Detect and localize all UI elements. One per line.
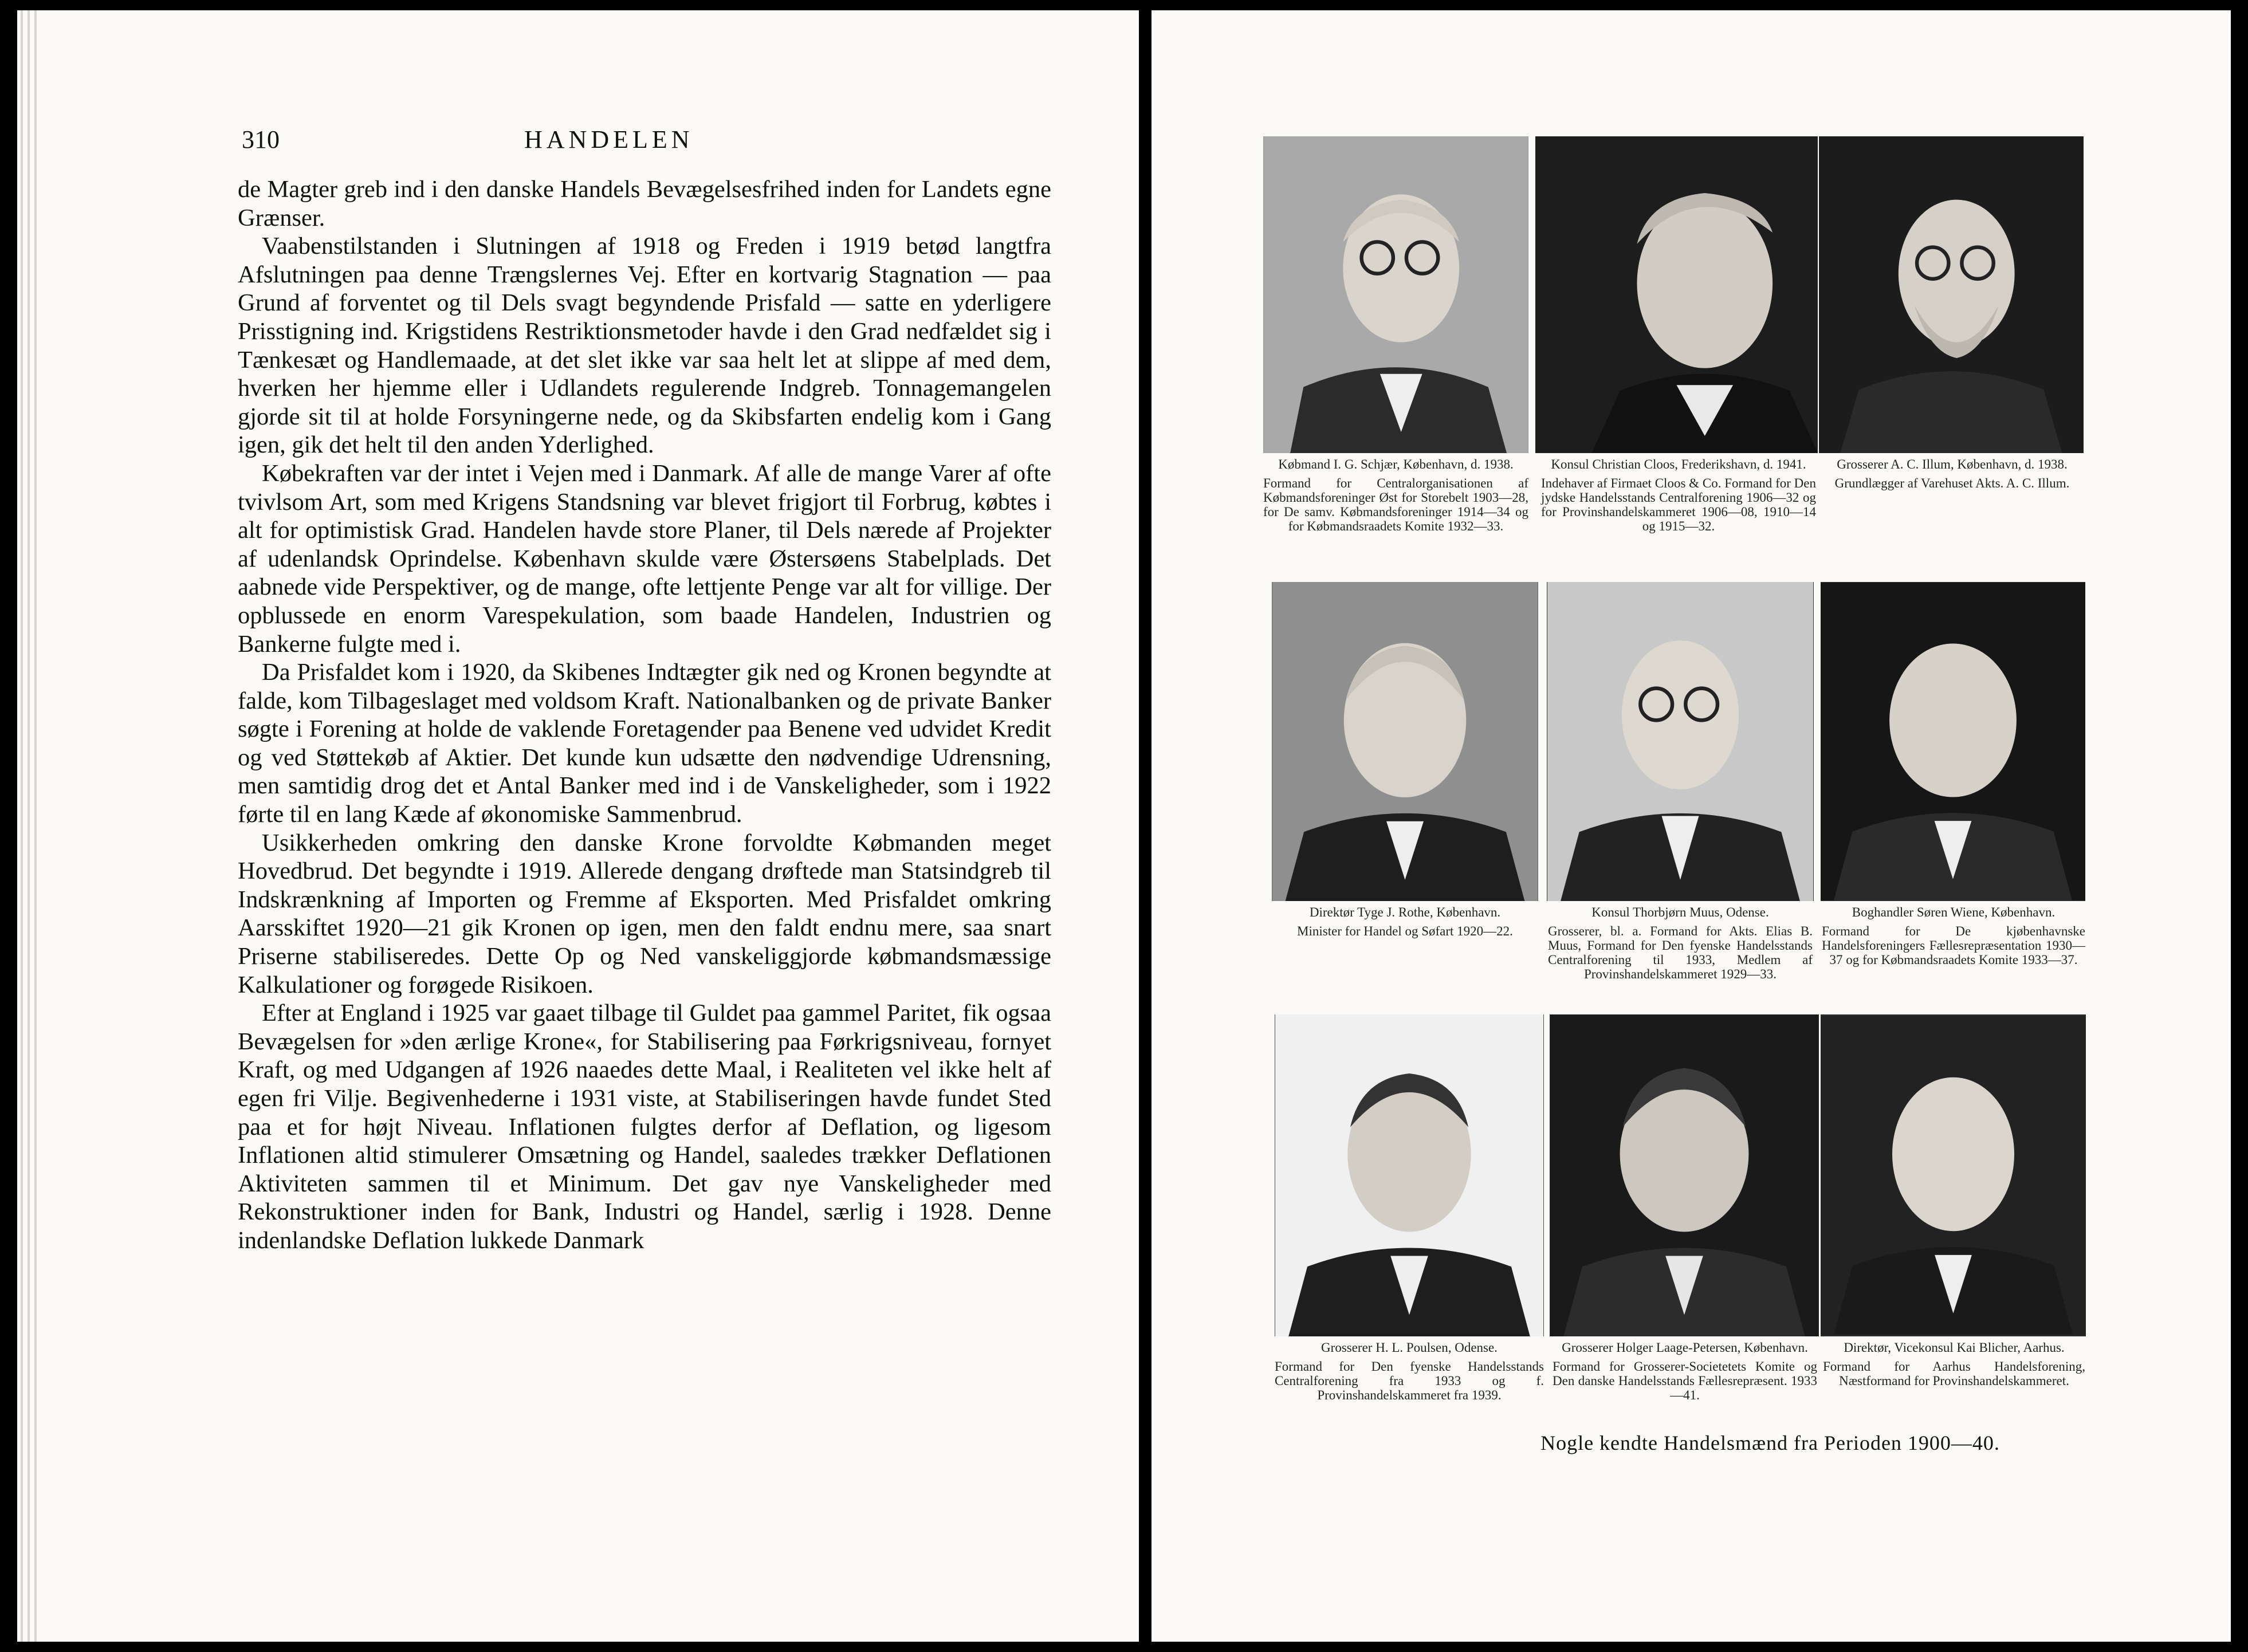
portrait-photo-cloos: [1535, 136, 1818, 453]
portrait-description: Minister for Handel og Søfart 1920—22.: [1297, 924, 1513, 938]
paragraph: Købekraften var der intet i Vejen med i Danmark. Af alle de mange Varer af ofte tvivlsom Art, som med Krigens Standsning var blevet frigjort til Forbrug, købtes i alt for optimistisk Grad. Handelen havde store Planer, til Dels nærede af Projekter af udenlandsk Oprindelse. København skulde være Østersøens Stabelplads. Det aabnede vide Perspektiver, og de mange, ofte lettjente Penge var alt for villige. Der opblussede en enorm Varespekulation, som baade Handelen, Industrien og Bankerne fulgte med i.: [238, 459, 1051, 658]
page-edge: [27, 10, 30, 1642]
portrait-name: Grosserer A. C. Illum, København, d. 1938.: [1837, 457, 2068, 471]
portrait-photo-wiene: [1821, 582, 2085, 901]
portrait-caption: [1263, 457, 1528, 533]
paragraph: Usikkerheden omkring den danske Krone forvoldte Købmanden meget Hovedbrud. Det begyndte i 1919. Allerede dengang drøftede man Statsindgreb til Indskrænkning af Importen og Fremme af Eksporten. Med Prisfaldet omkring Aarsskiftet 1920—21 gik Kronen op igen, men den faldt endnu mere, saa snart Priserne stabiliseredes. Dette Op og Ned vanskeliggjorde købmandsmæssige Kalkulationer og forøgede Risikoen.: [238, 829, 1051, 998]
portrait-name: Konsul Christian Cloos, Frederikshavn, d. 1941.: [1551, 457, 1806, 471]
portrait-caption: [1822, 905, 2085, 967]
page-number: 310: [242, 125, 280, 154]
portrait-caption: [1548, 905, 1813, 981]
portrait-caption: [1275, 1340, 1544, 1402]
portrait-description: Formand for Aarhus Handelsforening, Næstformand for Provinshandelskammeret.: [1823, 1359, 2085, 1388]
right-page: [1151, 10, 2231, 1642]
page-edge: [21, 10, 23, 1642]
portrait-description: Formand for De kjøbenhavnske Handelsforeningers Fællesrepræsentation 1930—37 og for Købmandsraadets Komite 1933—37.: [1822, 924, 2085, 967]
portrait-photo-illum: [1819, 136, 2084, 453]
portrait-caption: [1541, 457, 1816, 533]
paragraph: Vaabenstilstanden i Slutningen af 1918 og Freden i 1919 betød langtfra Afslutningen paa denne Trængslernes Vej. Efter en kortvarig Stagnation — paa Grund af forventet og til Dels svagt begyndende Prisfald — satte en yderligere Prisstigning ind. Krigstidens Restriktionsmetoder havde i den Grad nedfældet sig i Tænkesæt og Handlemaade, at det slet ikke var saa helt let at slippe af med dem, hverken her hjemme eller i Udlandets regulerende Indgreb. Tonnagemangelen gjorde sit til at holde Forsyningerne nede, og da Skibsfarten endelig kom i Gang igen, gik det helt til den anden Yderlighed.: [238, 233, 1051, 459]
portrait-name: Grosserer H. L. Poulsen, Odense.: [1321, 1340, 1498, 1355]
portrait-caption: [1553, 1340, 1817, 1402]
paragraph: de Magter greb ind i den danske Handels Bevægelsesfrihed inden for Landets egne Grænser.: [238, 176, 1051, 231]
portrait-name: Købmand I. G. Schjær, København, d. 1938.: [1278, 457, 1514, 471]
portrait-description: Formand for Den fyenske Handelsstands Centralforening fra 1933 og f. Provinshandelskammeret fra 1939.: [1275, 1359, 1544, 1402]
portrait-description: Formand for Grosserer-Societetets Komite og Den danske Handelsstands Fællesrepræsent. 1933—41.: [1553, 1359, 1817, 1402]
portrait-name: Konsul Thorbjørn Muus, Odense.: [1591, 905, 1769, 919]
portrait-photo-schjaer: [1263, 136, 1528, 453]
portrait-name: Direktør, Vicekonsul Kai Blicher, Aarhus.: [1844, 1340, 2065, 1355]
portrait-photo-laage-petersen: [1550, 1014, 1819, 1336]
portrait-photo-muus: [1547, 582, 1814, 901]
portrait-caption: [1823, 1340, 2085, 1388]
portrait-caption: [1272, 905, 1538, 938]
portrait-description: Formand for Centralorganisationen af Købmandsforeninger Øst for Storebelt 1903—28, for De samv. Købmandsforeninger 1914—34 og for Købmandsraadets Komite 1932—33.: [1263, 476, 1528, 533]
plate-caption: Nogle kendte Handelsmænd fra Perioden 1900—40.: [1540, 1431, 2000, 1454]
body-text: [238, 175, 1051, 1255]
portrait-photo-poulsen: [1275, 1014, 1544, 1336]
left-page: [17, 10, 1139, 1642]
paragraph: Da Prisfaldet kom i 1920, da Skibenes Indtægter gik ned og Kronen begyndte at falde, kom Tilbageslaget med voldsom Kraft. Nationalbanken og de private Banker søgte i Forening at holde de vaklende Foretagender paa Benene ved udvidet Kredit og ved Støttekøb af Aktier. Det kunde kun udsætte den nødvendige Udrensning, men samtidig drog det et Antal Banker med ind i de Vanskeligheder, som i 1922 førte til en lang Kæde af økonomiske Sammenbrud.: [238, 659, 1051, 828]
page-edge: [34, 10, 37, 1642]
portrait-photo-blicher: [1821, 1014, 2086, 1336]
portrait-name: Grosserer Holger Laage-Petersen, København.: [1562, 1340, 1808, 1355]
portrait-description: Indehaver af Firmaet Cloos & Co. Formand for Den jydske Handelsstands Centralforening 1906—32 og for Provinshandelskammeret 1906—08, 1910—14 og 1915—32.: [1541, 476, 1816, 533]
paragraph: Efter at England i 1925 var gaaet tilbage til Guldet paa gammel Paritet, fik ogsaa Bevægelsen for »den ærlige Krone«, for Stabilisering paa Førkrigsniveau, fornyet Kraft, og med Udgangen af 1926 naaedes dette Maal, i Realiteten vel ikke helt af egen fri Vilje. Begivenhederne i 1931 viste, at Stabiliseringen havde fundet Sted paa et for højt Niveau. Inflationen fulgtes derfor af Deflation, og ligesom Inflationen altid stimulerer Omsætning og Handel, saaledes trækker Deflationen Aktiviteten sammen til et Minimum. Det gav nye Vanskeligheder med Rekonstruktioner inden for Bank, Industri og Handel, særlig i 1928. Denne indenlandske Deflation lukkede Danmark: [238, 1000, 1051, 1254]
running-head: HANDELEN: [524, 125, 694, 154]
portrait-description: Grundlægger af Varehuset Akts. A. C. Illum.: [1834, 476, 2070, 490]
portrait-description: Grosserer, bl. a. Formand for Akts. Elias B. Muus, Formand for Den fyenske Handelsstands Centralforening til 1933, Medlem af Provinshandelskammeret 1929—33.: [1548, 924, 1813, 981]
portrait-photo-rothe: [1272, 582, 1538, 901]
portrait-name: Boghandler Søren Wiene, København.: [1852, 905, 2056, 919]
portrait-caption: [1822, 457, 2082, 490]
portrait-name: Direktør Tyge J. Rothe, København.: [1309, 905, 1501, 919]
